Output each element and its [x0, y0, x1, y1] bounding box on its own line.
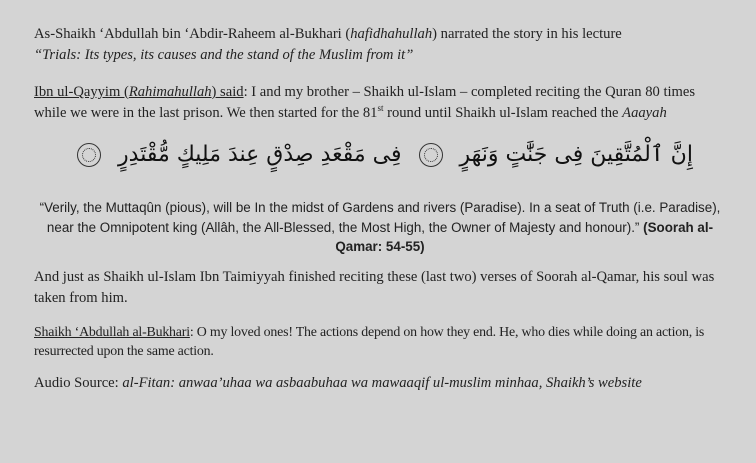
verse-54-text: إِنَّ ٱلْمُتَّقِينَ فِى جَنَّٰتٍ وَنَهَرٍ — [459, 142, 693, 167]
ordinal-suffix: st — [377, 103, 384, 114]
quran-verse — [34, 138, 726, 172]
bukhari-name: Shaikh ‘Abdullah al-Bukhari — [34, 324, 190, 340]
source-title: al-Fitan: anwaa’uhaa wa asbaabuhaa wa mawaaqif ul-muslim minhaa, Shaikh’s website — [122, 374, 642, 391]
intro-line1-a: As-Shaikh ‘Abdullah bin ‘Abdir-Raheem al-Bukhari ( — [34, 26, 351, 42]
intro-honorific: hafidhahullah — [350, 26, 433, 42]
translation-text: “Verily, the Muttaqûn (pious), will be In the midst of Gardens and rivers (Paradise). In a seat of Truth (i.e. Paradise), near the Omnipotent king (Allâh, the All-Blessed, the Most High, the Owner of Majesty and honour).” — [39, 200, 721, 235]
verse-reference: (Soorah al-Qamar: 54-55) — [335, 219, 714, 254]
verse-end-marker-icon — [419, 143, 443, 167]
bukhari-paragraph — [34, 323, 726, 361]
aayah-word: Aaayah — [622, 105, 667, 121]
intro-line1-b: ) narrated the story in his lecture — [432, 26, 622, 42]
intro-paragraph — [34, 24, 726, 66]
verse-translation — [34, 198, 726, 257]
lecture-title: “Trials: Its types, its causes and the stand of the Muslim from it” — [34, 47, 414, 63]
verse-55-text: فِى مَقْعَدِ صِدْقٍ عِندَ مَلِيكٍ مُّقْتَدِرٍ — [118, 142, 402, 167]
audio-source — [34, 373, 726, 394]
verse-end-marker-icon — [77, 143, 101, 167]
ibn-qayyim-name: Ibn ul-Qayyim (Rahimahullah) said — [34, 84, 244, 100]
ibn-qayyim-text-a: : I and my brother – Shaikh ul-Islam – completed reciting the Quran 80 times while we were in the last prison. We then started for the 81 — [34, 84, 696, 121]
bukhari-text: : O my loved ones! The actions depend on how they end. He, who dies while doing an action, is resurrected upon the same action. — [34, 324, 705, 359]
ending-paragraph: And just as Shaikh ul-Islam Ibn Taimiyyah finished reciting these (last two) verses of Soorah al-Qamar, his soul was taken from him. — [34, 268, 715, 306]
ibn-qayyim-text-b: round until Shaikh ul-Islam reached the — [383, 105, 623, 121]
source-label: Audio Source: — [34, 374, 123, 391]
ibn-qayyim-paragraph — [34, 82, 726, 124]
